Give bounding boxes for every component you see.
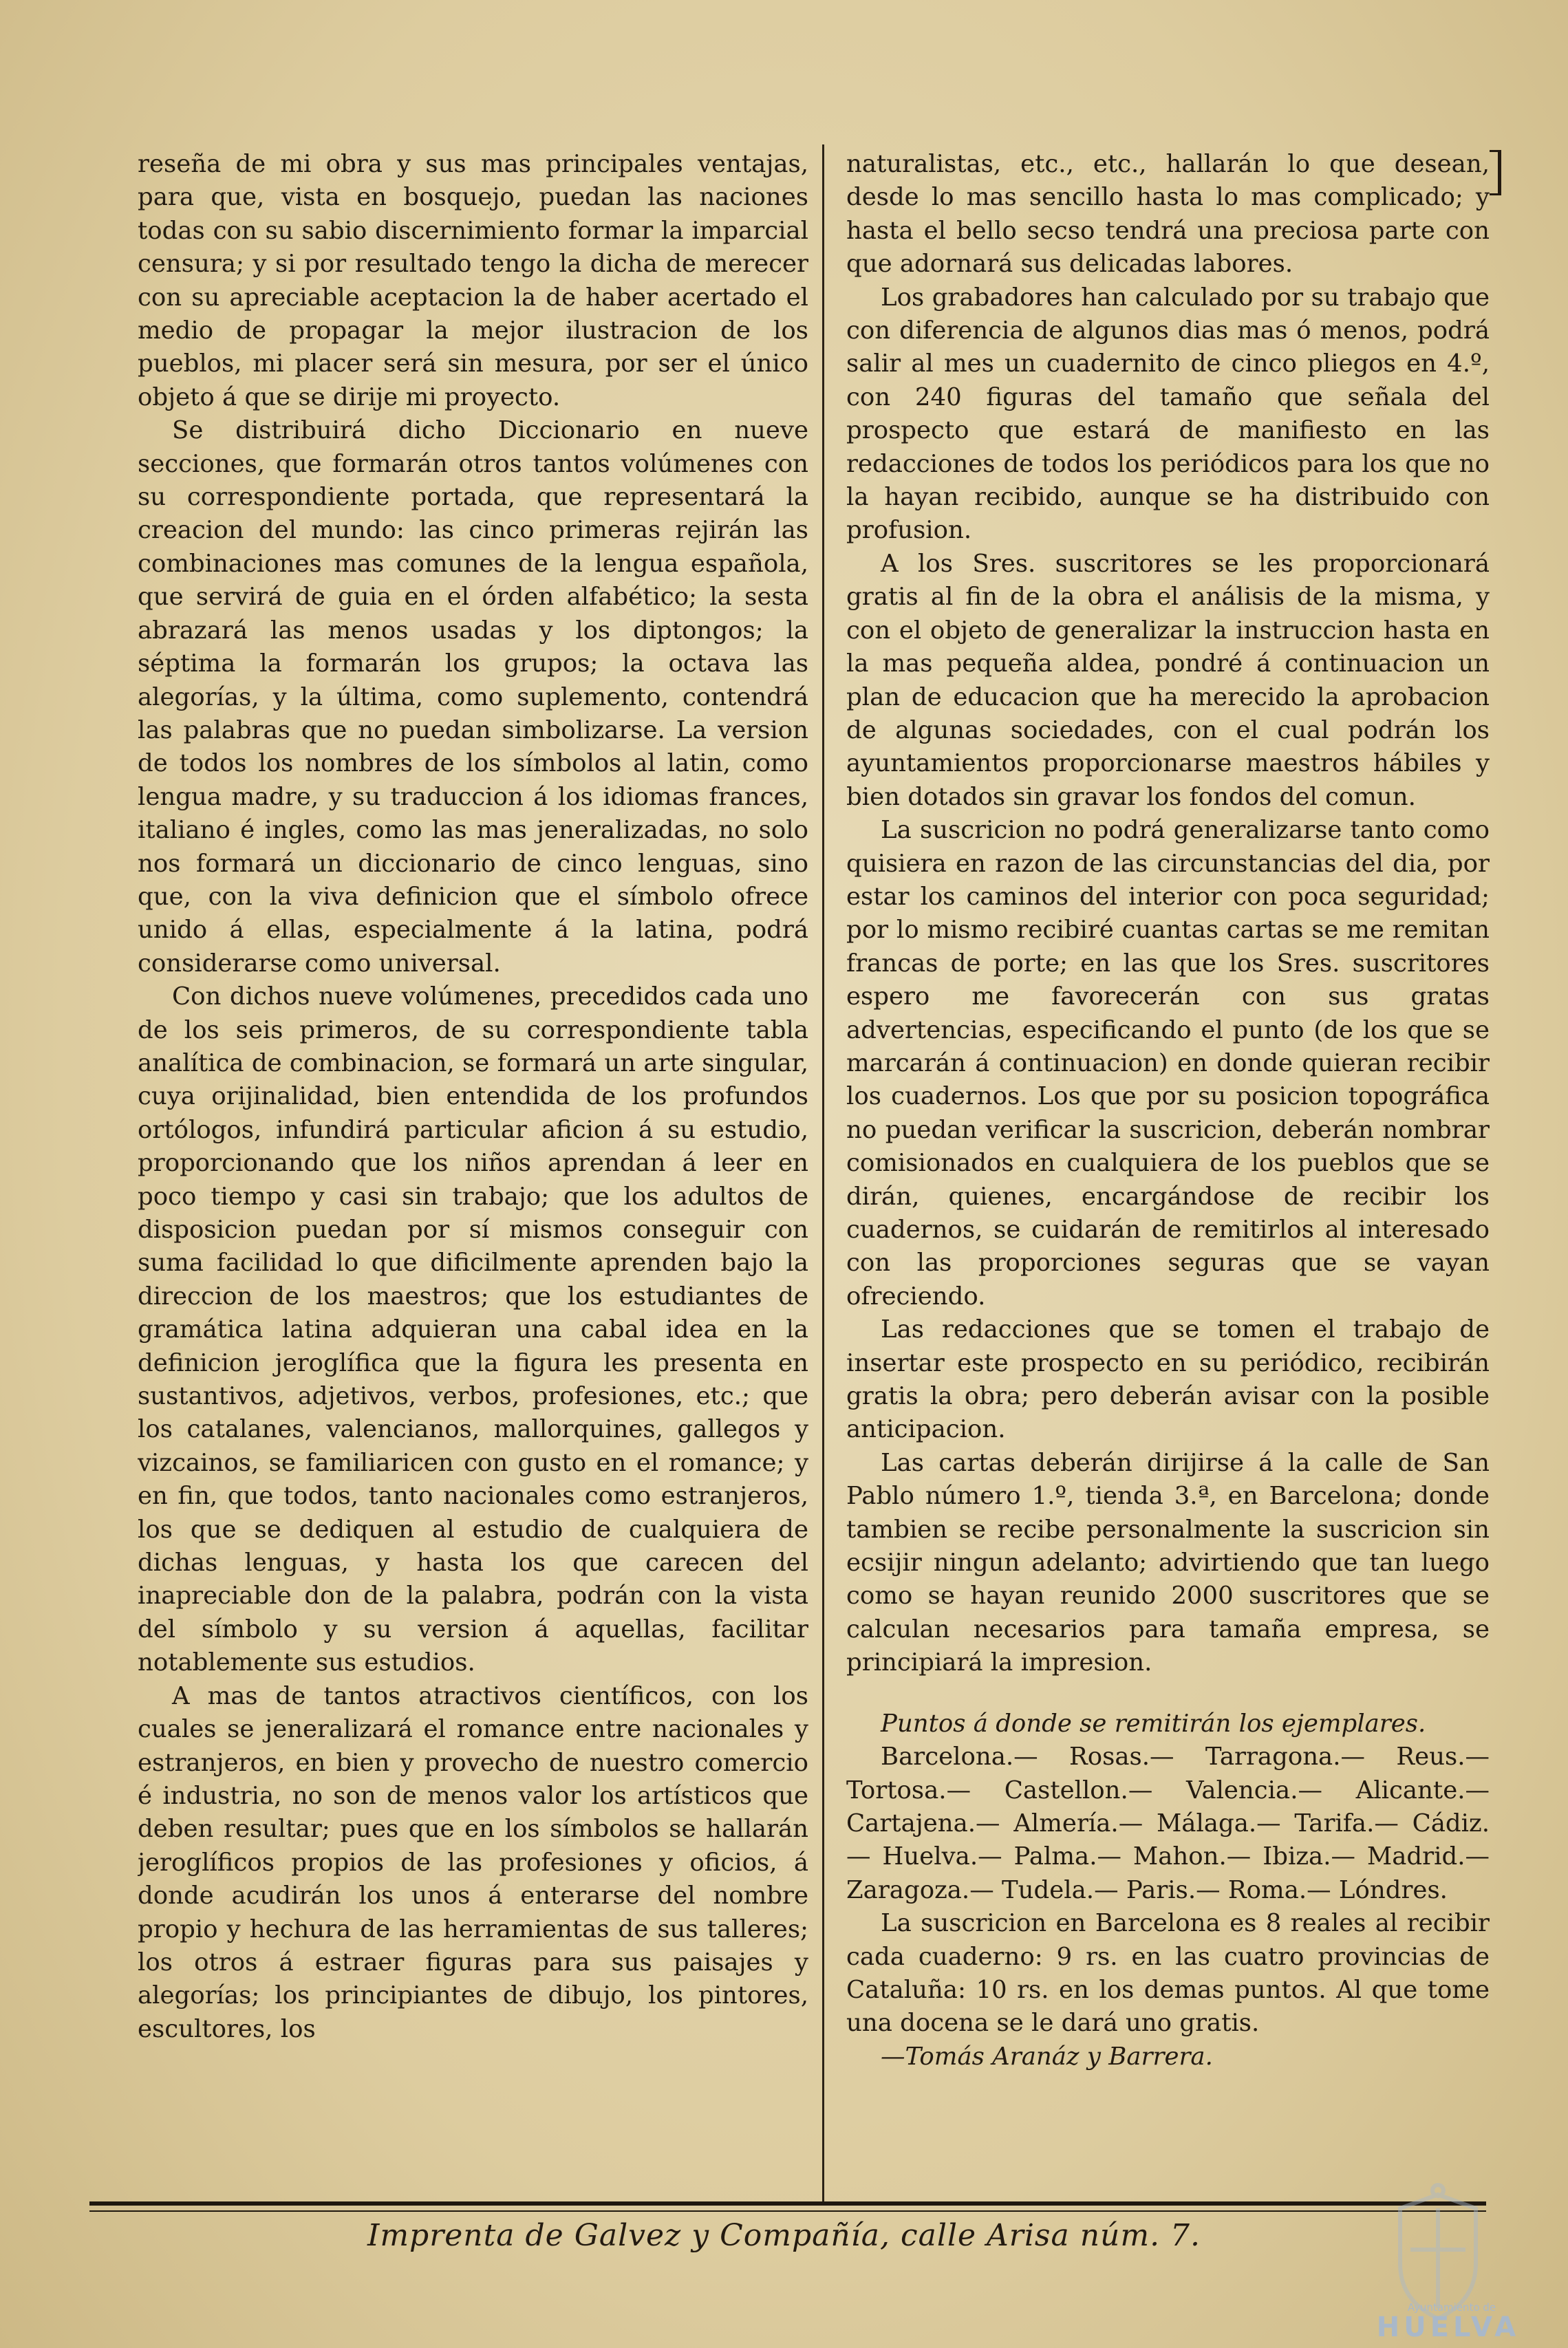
paragraph: Las redacciones que se tomen el trabajo de insertar este prospecto en su periódico, recibirán gratis la obra; pero deberán avisar con la posible anticipacion.: [846, 1315, 1490, 1444]
footer-rule-thick: [89, 2201, 1486, 2206]
imprint-line: Imprenta de Galvez y Compañía, calle Arisa núm. 7.: [367, 2218, 1201, 2253]
points-list: Barcelona.— Rosas.— Tarragona.— Reus.— Tortosa.— Castellon.— Valencia.— Alicante.— Cartajena.— Almería.— Málaga.— Tarifa.— Cádiz.— Huelva.— Palma.— Mahon.— Ibiza.— Madrid.— Zaragoza.— Tudela.— Paris.— Roma.— Lóndres.: [846, 1743, 1490, 1904]
paragraph: Con dichos nueve volúmenes, precedidos cada uno de los seis primeros, de su correspondiente tabla analítica de combinacion, se formará un arte singular, cuya orijinalidad, bien entendida de los profundos ortólogos, infundirá particular aficion á su estudio, proporcionando que los niños aprendan á leer en poco tiempo y casi sin trabajo; que los adultos de disposicion puedan por sí mismos conseguir con suma facilidad lo que dificilmente aprenden bajo la direccion de los maestros; que los estudiantes de gramática latina adquieran una cabal idea en la definicion jeroglífica que la figura les presenta en sustantivos, adjetivos, verbos, profesiones, etc.; que los catalanes, valencianos, mallorquines, gallegos y vizcainos, se familiaricen con gusto en el romance; y en fin, que todos, tanto nacionales como estranjeros, los que se dediquen al estudio de cualquiera de dichas lenguas, y hasta los que carecen del inapreciable don de la palabra, podrán con la vista del símbolo y su version á aquellas, facilitar notablemente sus estudios.: [138, 982, 808, 1677]
paragraph: A los Sres. suscritores se les proporcionará gratis al fin de la obra el análisis de la misma, y con el objeto de generalizar la instruccion hasta en la mas pequeña aldea, pondré á continuacion un plan de educacion que ha merecido la aprobacion de algunas sociedades, con el cual podrán los ayuntamientos proporcionarse maestros hábiles y bien dotados sin gravar los fondos del comun.: [846, 549, 1490, 811]
paragraph: naturalistas, etc., etc., hallarán lo que desean, desde lo mas sencillo hasta lo mas complicado; y hasta el bello secso tendrá una preciosa parte con que adornará sus delicadas labores.: [846, 150, 1490, 279]
right-column: [846, 148, 1490, 2212]
points-heading: Puntos á donde se remitirán los ejemplares.: [881, 1709, 1426, 1738]
price-note: La suscricion en Barcelona es 8 reales al recibir cada cuaderno: 9 rs. en las cuatro provincias de Cataluña: 10 rs. en los demas puntos. Al que tome una docena se le dará uno gratis.: [846, 1909, 1490, 2038]
paragraph: reseña de mi obra y sus mas principales ventajas, para que, vista en bosquejo, puedan las naciones todas con su sabio discernimiento formar la imparcial censura; y si por resultado tengo la dicha de merecer con su apreciable aceptacion la de haber acertado el medio de propagar la mejor ilustracion de los pueblos, mi placer será sin mesura, por ser el único objeto á que se dirije mi proyecto.: [138, 150, 808, 411]
signature: —Tomás Aranáz y Barrera.: [881, 2042, 1213, 2071]
paragraph: Los grabadores han calculado por su trabajo que con diferencia de algunos dias mas ó menos, podrá salir al mes un cuadernito de cinco pliegos en 4.º, con 240 figuras del tamaño que señala del prospecto que estará de manifiesto en las redacciones de todos los periódicos para los que no la hayan recibido, aunque se ha distribuido con profusion.: [846, 283, 1490, 545]
paragraph: La suscricion no podrá generalizarse tanto como quisiera en razon de las circunstancias del dia, por estar los caminos del interior con poca seguridad; por lo mismo recibiré cuantas cartas se me remitan francas de porte; en las que los Sres. suscritores espero me favorecerán con sus gratas advertencias, especificando el punto (de los que se marcarán á continuacion) en donde quieran recibir los cuadernos. Los que por su posicion topográfica no puedan verificar la suscricion, deberán nombrar comisionados en cualquiera de los pueblos que se dirán, quienes, encargándose de recibir los cuadernos, se cuidarán de remitirlos al interesado con las proporciones seguras que se vayan ofreciendo.: [846, 816, 1490, 1311]
margin-bracket: [1490, 150, 1501, 195]
paragraph: Las cartas deberán dirijirse á la calle de San Pablo número 1.º, tienda 3.ª, en Barcelona; donde tambien se recibe personalmente la suscricion sin ecsijir ningun adelanto; advirtiendo que tan luego como se hayan reunido 2000 suscritores que se calculan necesarios para tamaña empresa, se principiará la impresion.: [846, 1448, 1490, 1677]
watermark-subtitle: Ayuntamiento de: [1407, 2301, 1496, 2314]
paragraph: A mas de tantos atractivos científicos, con los cuales se jeneralizará el romance entre nacionales y estranjeros, en bien y provecho de nuestro comercio é industria, no son de menos valor los artísticos que deben resultar; pues que en los símbolos se hallarán jeroglíficos propios de las profesiones y oficios, á donde acudirán los unos á enterarse del nombre propio y hechura de las herramientas de sus talleres; los otros á estraer figuras para sus paisajes y alegorías; los principiantes de dibujo, los pintores, escultores, los: [138, 1681, 808, 2043]
left-column: [138, 148, 808, 2212]
paragraph: Se distribuirá dicho Diccionario en nueve secciones, que formarán otros tantos volúmenes con su correspondiente portada, que representará la creacion del mundo: las cinco primeras rejirán las combinaciones mas comunes de la lengua española, que servirá de guia en el órden alfabético; la sesta abrazará las menos usadas y los diptongos; la séptima la formarán los grupos; la octava las alegorías, y la última, como suplemento, contendrá las palabras que no puedan simbolizarse. La version de todos los nombres de los símbolos al latin, como lengua madre, y su traduccion á los idiomas frances, italiano é ingles, como las mas jeneralizadas, no solo nos formará un diccionario de cinco lenguas, sino que, con la viva definicion que el símbolo ofrece unido á ellas, especialmente á la latina, podrá considerarse como universal.: [138, 416, 808, 978]
watermark-label: HUELVA: [1376, 2312, 1521, 2343]
column-divider: [822, 144, 824, 2201]
